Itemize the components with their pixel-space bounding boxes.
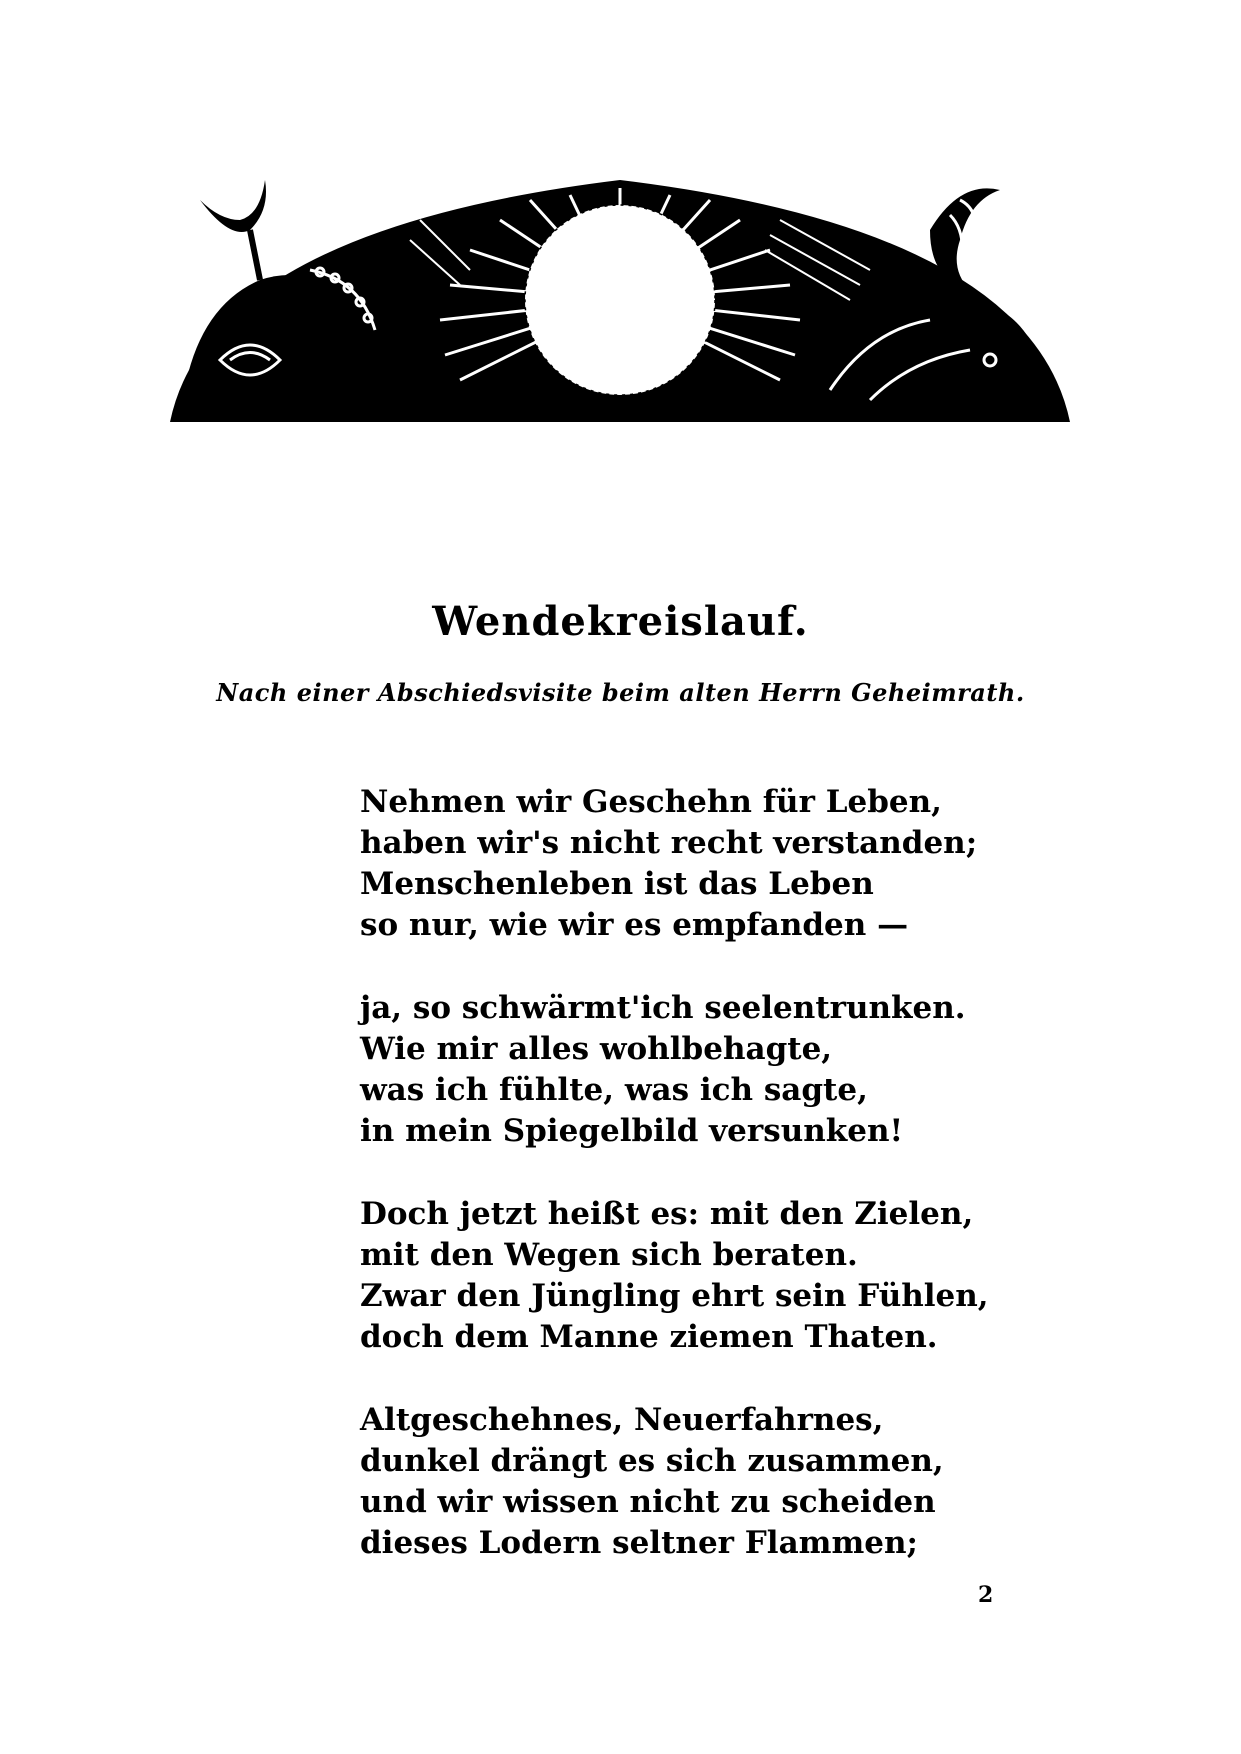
poem-line: Wie mir alles wohlbehagte, — [360, 1031, 833, 1067]
poem-line: dunkel drängt es sich zusammen, — [360, 1443, 944, 1479]
poem-line: so nur, wie wir es empfanden — — [360, 907, 909, 943]
sun-zodiac-vignette-icon — [170, 160, 1070, 430]
poem-line: ja, so schwärmt'ich seelentrunken. — [360, 990, 966, 1026]
page-title: Wendekreislauf. — [432, 598, 809, 645]
poem-body — [360, 782, 1000, 1606]
stanza — [360, 988, 1000, 1152]
page-subtitle: Nach einer Abschiedsvisite beim alten Herrn Geheimrath. — [216, 678, 1025, 707]
poem-line: in mein Spiegelbild versunken! — [360, 1113, 904, 1149]
poem-line: mit den Wegen sich beraten. — [360, 1237, 858, 1273]
poem-line: Menschenleben ist das Leben — [360, 866, 874, 902]
poem-line: Zwar den Jüngling ehrt sein Fühlen, — [360, 1278, 989, 1314]
stanza — [360, 1194, 1000, 1358]
poem-line: Altgeschehnes, Neuerfahrnes, — [360, 1402, 884, 1438]
poem-line: Nehmen wir Geschehn für Leben, — [360, 784, 942, 820]
poem-line: und wir wissen nicht zu scheiden — [360, 1484, 936, 1520]
stanza — [360, 1400, 1000, 1564]
poem-line: was ich fühlte, was ich sagte, — [360, 1072, 868, 1108]
poem-line: haben wir's nicht recht verstanden; — [360, 825, 978, 861]
poem-line: doch dem Manne ziemen Thaten. — [360, 1319, 938, 1355]
stanza — [360, 782, 1000, 946]
poem-line: Doch jetzt heißt es: mit den Zielen, — [360, 1196, 974, 1232]
page-number: 2 — [978, 1582, 994, 1608]
poem-line: dieses Lodern seltner Flammen; — [360, 1525, 918, 1561]
